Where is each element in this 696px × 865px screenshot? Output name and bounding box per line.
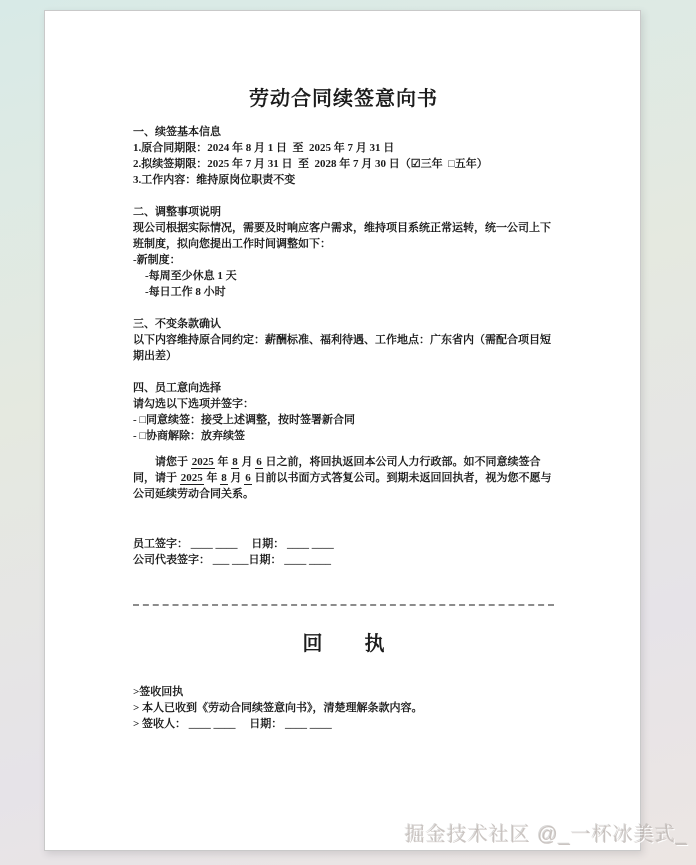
reply-deadline-day: 6 [245,472,251,484]
receipt-section [133,684,554,732]
company-signature-line: 公司代表签字： ___ ___日期： ____ ____ [133,554,331,566]
section-1-heading: 一、续签基本信息 [133,126,221,138]
document-page [44,10,641,851]
policy-item-work-hours: -每日工作 8 小时 [145,286,226,298]
adjustment-paragraph: 现公司根据实际情况，需要及时响应客户需求，维持项目系统正常运转，统一公司上下班制度，拟向您提出工作时间调整如下： [133,222,551,250]
employee-signature-line: 员工签字： ____ ____ 日期： ____ ____ [133,538,334,550]
choice-instruction: 请勾选以下选项并签字： [133,398,254,410]
reply-deadline-month: 8 [221,472,227,484]
original-contract-term-line: 1.原合同期限：2024 年 8 月 1 日 至 2025 年 7 月 31 日 [133,142,395,154]
section-3-heading: 三、不变条款确认 [133,318,221,330]
receipt-heading: >签收回执 [133,686,184,698]
reply-deadline-year: 2025 [180,472,203,484]
option-agree-renewal: - □同意续签：接受上述调整，按时签署新合同 [133,414,356,426]
section-basic-info [133,124,554,188]
watermark-text: 掘金技术社区 @_一杯冰美式_ [404,824,688,846]
work-content-line: 3.工作内容：维持原岗位职责不变 [133,174,296,186]
receipt-signature-line: > 签收人： ____ ____ 日期： ____ ____ [133,718,332,730]
deadline-month: 8 [232,456,238,468]
option-terminate: - □协商解除：放弃续签 [133,430,246,442]
deadline-year: 2025 [191,456,214,468]
section-adjustments [133,204,554,300]
section-2-heading: 二、调整事项说明 [133,206,221,218]
dashed-divider [133,604,554,606]
unchanged-terms-paragraph: 以下内容维持原合同约定：薪酬标准、福利待遇、工作地点：广东省内（需配合项目短期出差） [133,334,551,362]
return-notice-paragraph: 请您于 2025 年 8 月 6 日之前，将回执返回本公司人力行政部。如不同意续签合同，请于 2025 年 8 月 6 日前以书面方式答复公司。到期未返回回执者，视为您不愿与公司延续劳动合同关系。 [133,456,552,500]
policy-item-rest-day: -每周至少休息 1 天 [145,270,237,282]
section-unchanged-terms [133,316,554,364]
deadline-day: 6 [256,456,262,468]
signature-block [133,536,554,568]
new-policy-label: -新制度： [133,254,181,266]
renewal-term-line: 2.拟续签期限：2025 年 7 月 31 日 至 2028 年 7 月 30 日（☑三年 □五年） [133,158,488,170]
receipt-title: 回 执 [302,633,385,655]
section-employee-choice [133,380,554,444]
receipt-acknowledgement-line: > 本人已收到《劳动合同续签意向书》，清楚理解条款内容。 [133,702,423,714]
document-title: 劳动合同续签意向书 [249,88,438,110]
section-4-heading: 四、员工意向选择 [133,382,221,394]
